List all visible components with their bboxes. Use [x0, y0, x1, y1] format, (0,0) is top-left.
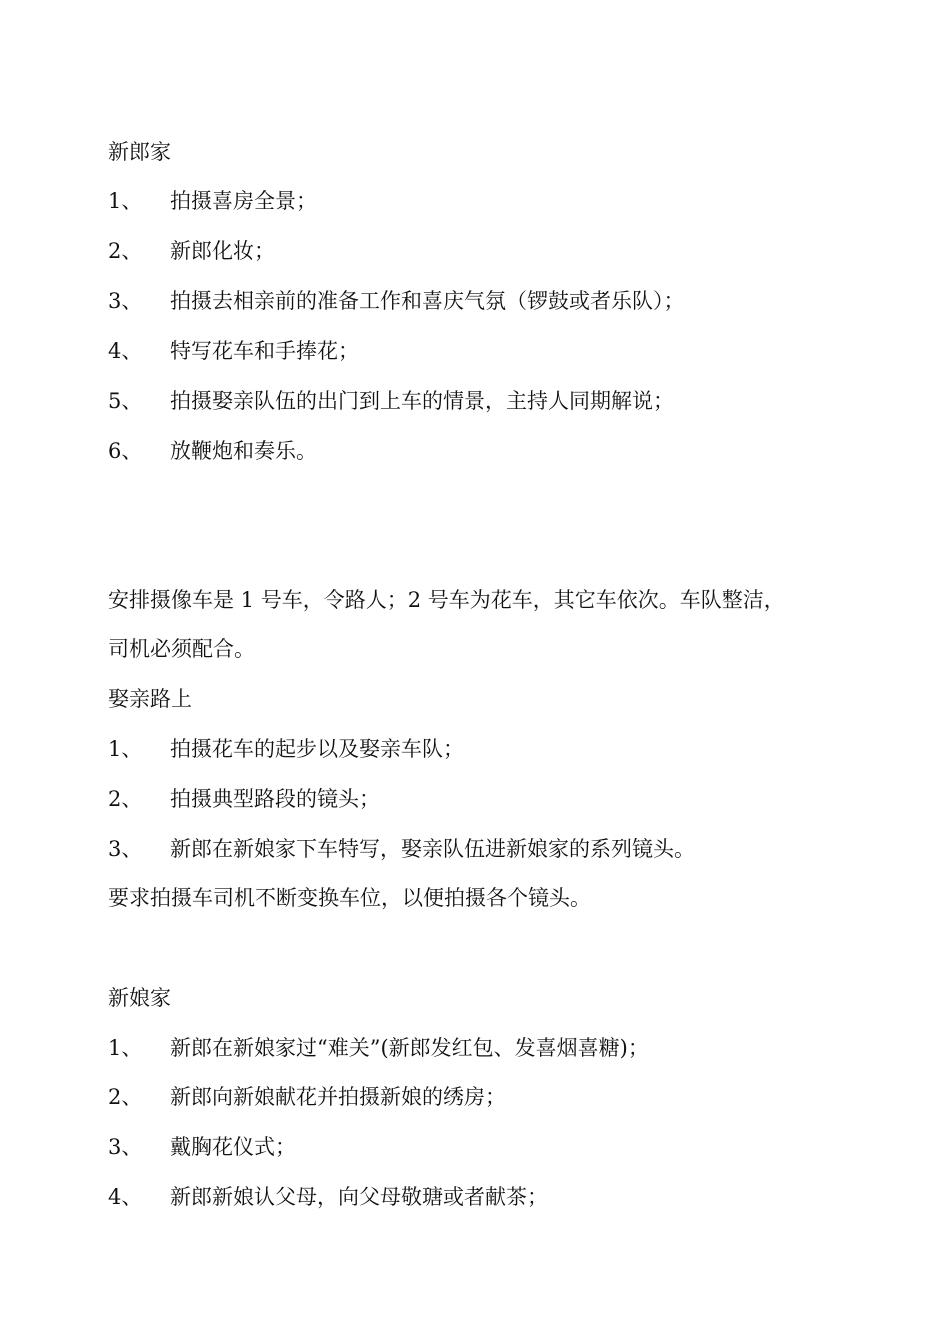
list-item	[108, 186, 317, 216]
item-number: 3、	[108, 1135, 143, 1159]
item-number: 2、	[108, 239, 143, 263]
item-number: 5、	[108, 389, 143, 413]
item-text: 新郎在新娘家过“难关”(新郎发红包、发喜烟喜糖)；	[170, 1036, 649, 1060]
list-item	[108, 1182, 548, 1212]
list-item	[108, 386, 674, 416]
item-number: 6、	[108, 439, 143, 463]
item-number: 3、	[108, 837, 143, 861]
list-item	[108, 1033, 649, 1063]
section-heading-on-the-road: 娶亲路上	[108, 687, 192, 711]
item-number: 1、	[108, 1036, 143, 1060]
list-item	[108, 286, 685, 316]
item-number: 1、	[108, 189, 143, 213]
item-number: 2、	[108, 1085, 143, 1109]
item-text: 拍摄典型路段的镜头；	[170, 787, 380, 811]
paragraph-line: 司机必须配合。	[108, 637, 255, 661]
list-item	[108, 336, 359, 366]
item-text: 新郎向新娘献花并拍摄新娘的绣房；	[170, 1085, 506, 1109]
section-heading-bride-home: 新娘家	[108, 986, 171, 1010]
item-text: 新郎新娘认父母，向父母敬瑭或者献茶；	[170, 1185, 548, 1209]
list-item	[108, 784, 380, 814]
item-text: 拍摄喜房全景；	[170, 189, 317, 213]
item-number: 2、	[108, 787, 143, 811]
item-text: 特写花车和手捧花；	[170, 339, 359, 363]
item-number: 3、	[108, 289, 143, 313]
list-item	[108, 1082, 506, 1112]
section-heading-groom-home: 新郎家	[108, 140, 171, 164]
item-text: 放鞭炮和奏乐。	[170, 439, 317, 463]
item-text: 新郎在新娘家下车特写，娶亲队伍进新娘家的系列镜头。	[170, 837, 695, 861]
item-text: 戴胸花仪式；	[170, 1135, 296, 1159]
item-number: 4、	[108, 1185, 143, 1209]
item-number: 4、	[108, 339, 143, 363]
item-text: 拍摄花车的起步以及娶亲车队；	[170, 737, 464, 761]
item-number: 1、	[108, 737, 143, 761]
list-item	[108, 436, 317, 466]
item-text: 拍摄娶亲队伍的出门到上车的情景，主持人同期解说；	[170, 389, 674, 413]
item-text: 新郎化妆；	[170, 239, 275, 263]
list-item	[108, 1132, 296, 1162]
list-item	[108, 834, 695, 864]
paragraph-line: 要求拍摄车司机不断变换车位，以便拍摄各个镜头。	[108, 886, 591, 910]
list-item	[108, 734, 464, 764]
item-text: 拍摄去相亲前的准备工作和喜庆气氛（锣鼓或者乐队）；	[170, 289, 685, 313]
list-item	[108, 236, 275, 266]
paragraph-line: 安排摄像车是 1 号车，令路人；2 号车为花车，其它车依次。车队整洁，	[108, 588, 785, 612]
